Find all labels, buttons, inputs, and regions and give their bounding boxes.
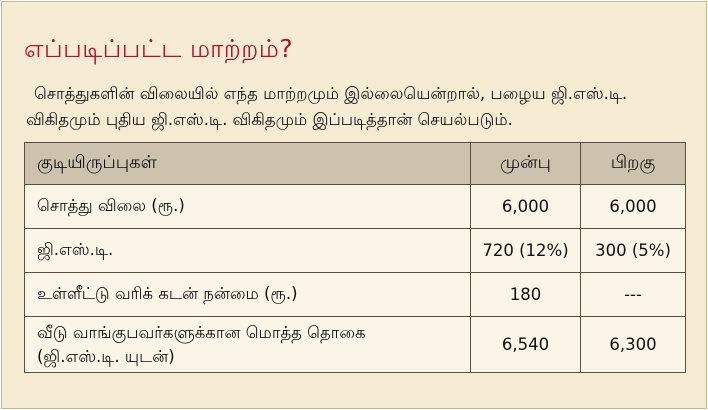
row-before: 6,540: [471, 317, 581, 373]
row-label: உள்ளீட்டு வரிக் கடன் நன்மை (ரூ.): [25, 273, 471, 317]
row-label: [25, 317, 471, 373]
header-housing: குடியிருப்புகள்: [25, 143, 471, 185]
intro-paragraph: [26, 81, 698, 133]
row-after: 300 (5%): [581, 229, 686, 273]
row-label-line-2: (ஜி.எஸ்.டி. யுடன்): [37, 346, 175, 366]
row-after: 6,000: [581, 185, 686, 229]
header-after: பிறகு: [581, 143, 686, 185]
row-before: 6,000: [471, 185, 581, 229]
intro-line-2: விகிதமும் புதிய ஜி.எஸ்.டி. விகிதமும் இப்படித்தான் செயல்படும்.: [26, 110, 513, 129]
row-label: ஜி.எஸ்.டி.: [25, 229, 471, 273]
table-row: [25, 185, 686, 229]
row-after: 6,300: [581, 317, 686, 373]
table-row: [25, 229, 686, 273]
header-before: முன்பு: [471, 143, 581, 185]
intro-line-1: சொத்துகளின் விலையில் எந்த மாற்றமும் இல்லையென்றால், பழைய ஜி.எஸ்.டி.: [34, 84, 628, 103]
card-title: எப்படிப்பட்ட மாற்றம்?: [24, 34, 294, 63]
gst-comparison-table: [24, 142, 686, 373]
row-before: 720 (12%): [471, 229, 581, 273]
row-label: சொத்து விலை (ரூ.): [25, 185, 471, 229]
table-header-row: [25, 143, 686, 185]
row-before: 180: [471, 273, 581, 317]
table-row: [25, 317, 686, 373]
table-row: [25, 273, 686, 317]
row-label-line-1: வீடு வாங்குபவர்களுக்கான மொத்த தொகை: [37, 322, 366, 342]
row-after: ---: [581, 273, 686, 317]
